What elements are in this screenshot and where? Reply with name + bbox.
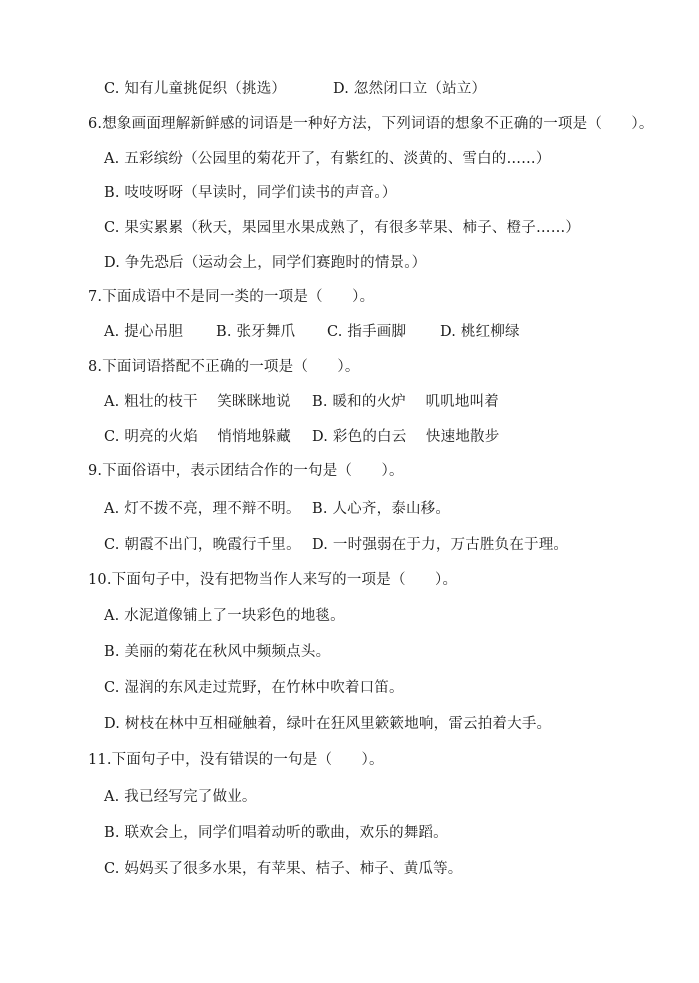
q10-option-d: D. 树枝在林中互相碰触着，绿叶在狂风里簌簌地响，雷云拍着大手。 xyxy=(104,716,552,732)
q5-option-d: D. 忽然闭口立（站立） xyxy=(333,81,487,97)
q10-stem: 10.下面句子中，没有把物当作人来写的一项是（ ）。 xyxy=(88,572,458,588)
q8-option-a: A. 粗壮的枝干 笑眯眯地说 xyxy=(104,394,291,410)
q7-option-c: C. 指手画脚 xyxy=(327,324,407,340)
q8-stem: 8.下面词语搭配不正确的一项是（ ）。 xyxy=(88,359,360,375)
q11-option-b: B. 联欢会上，同学们唱着动听的歌曲，欢乐的舞蹈。 xyxy=(104,825,448,841)
q6-option-a: A. 五彩缤纷（公园里的菊花开了，有紫红的、淡黄的、雪白的……） xyxy=(104,151,551,167)
q8-option-d: D. 彩色的白云 快速地散步 xyxy=(312,429,500,445)
q11-option-a: A. 我已经写完了做业。 xyxy=(104,789,257,805)
q6-stem: 6.想象画面理解新鲜感的词语是一种好方法，下列词语的想象不正确的一项是（ ）。 xyxy=(88,116,654,132)
q6-option-c: C. 果实累累（秋天，果园里水果成熟了，有很多苹果、柿子、橙子……） xyxy=(104,220,581,236)
q11-stem: 11.下面句子中，没有错误的一句是（ ）。 xyxy=(88,752,384,768)
q5-option-c: C. 知有儿童挑促织（挑选） xyxy=(104,81,287,97)
q6-option-d: D. 争先恐后（运动会上，同学们赛跑时的情景。） xyxy=(104,255,427,271)
q9-option-a: A. 灯不拨不亮，理不辩不明。 xyxy=(104,501,301,517)
q7-stem: 7.下面成语中不是同一类的一项是（ ）。 xyxy=(88,289,375,305)
q9-stem: 9.下面俗语中，表示团结合作的一句是（ ）。 xyxy=(88,463,404,479)
q7-option-b: B. 张牙舞爪 xyxy=(216,324,296,340)
q7-option-d: D. 桃红柳绿 xyxy=(440,324,520,340)
q8-option-c: C. 明亮的火焰 悄悄地躲藏 xyxy=(104,429,291,445)
q8-option-b: B. 暖和的火炉 叽叽地叫着 xyxy=(312,394,499,410)
q10-option-c: C. 湿润的东风走过荒野，在竹林中吹着口笛。 xyxy=(104,680,404,696)
q6-option-b: B. 吱吱呀呀（早读时，同学们读书的声音。） xyxy=(104,185,397,201)
q7-option-a: A. 提心吊胆 xyxy=(104,324,184,340)
q10-option-b: B. 美丽的菊花在秋风中频频点头。 xyxy=(104,644,331,660)
q9-option-b: B. 人心齐，泰山移。 xyxy=(312,501,451,517)
q11-option-c: C. 妈妈买了很多水果，有苹果、桔子、柿子、黄瓜等。 xyxy=(104,861,463,877)
q9-option-c: C. 朝霞不出门，晚霞行千里。 xyxy=(104,537,301,553)
q9-option-d: D. 一时强弱在于力，万古胜负在于理。 xyxy=(312,537,569,553)
q10-option-a: A. 水泥道像铺上了一块彩色的地毯。 xyxy=(104,608,345,624)
